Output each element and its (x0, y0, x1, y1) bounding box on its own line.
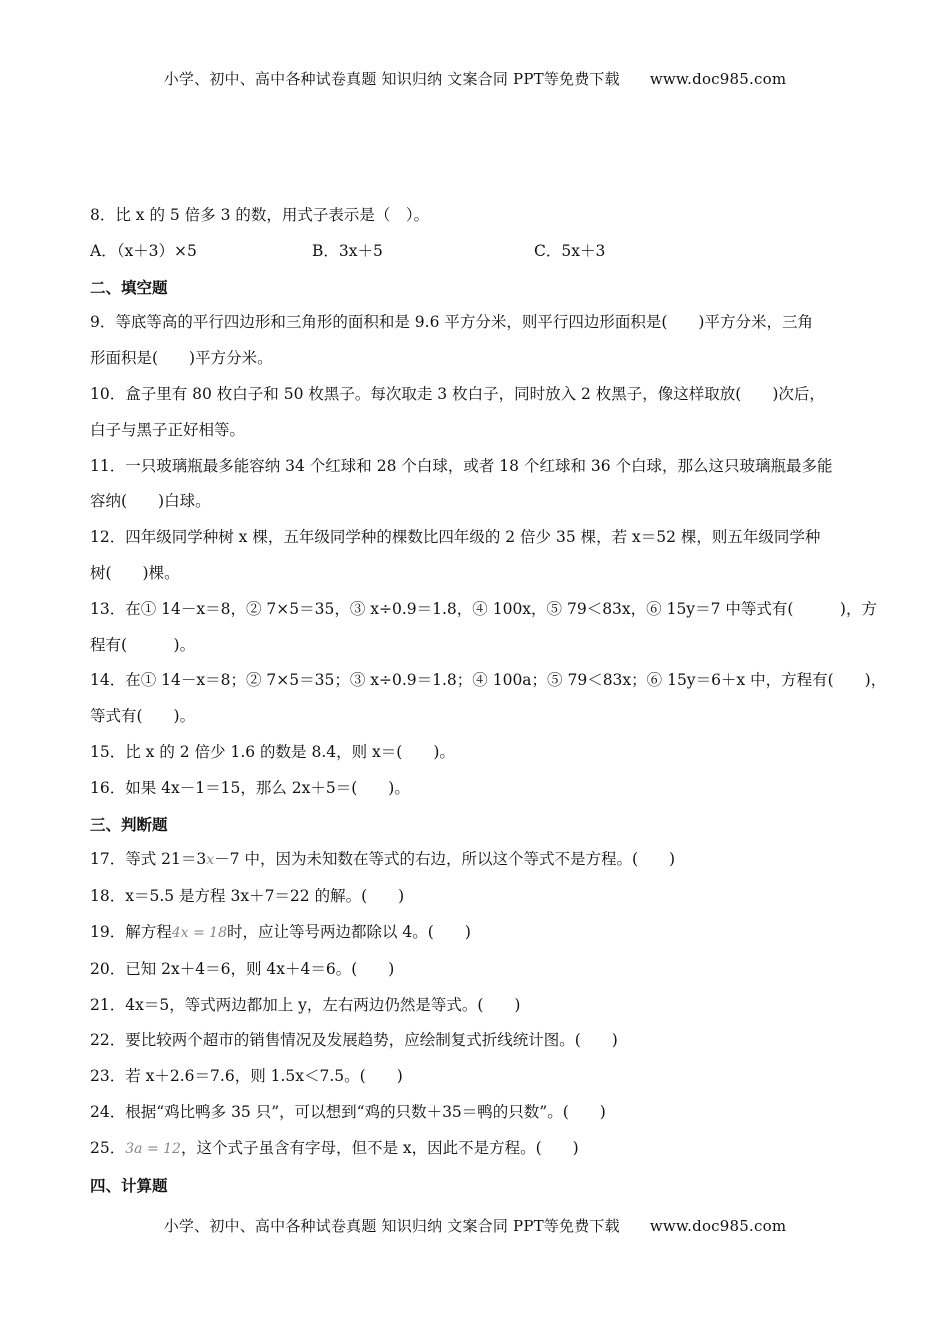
q17-math-image: x (206, 852, 215, 869)
question-8-options (90, 234, 870, 270)
question-19 (90, 915, 870, 952)
fill-line: 等式有( )。 (90, 707, 196, 726)
fill-line: 12．四年级同学种树 x 棵，五年级同学种的棵数比四年级的 2 倍少 35 棵，若 x＝52 棵，则五年级同学种 (90, 528, 821, 547)
section-fill-title: 二、填空题 (90, 277, 168, 297)
page-header (0, 68, 950, 89)
question-23: 23．若 x＋2.6＝7.6，则 1.5x＜7.5。( ) (90, 1067, 403, 1086)
section-calc-title: 四、计算题 (90, 1175, 168, 1195)
footer-text: 小学、初中、高中各种试卷真题 知识归纳 文案合同 PPT等免费下载 (163, 1217, 620, 1235)
footer-site: www.doc985.com (649, 1217, 787, 1235)
q19-math-image: 4x = 18 (171, 924, 227, 941)
question-8: 8．比 x 的 5 倍多 3 的数，用式子表示是（ ）。 (90, 206, 430, 224)
fill-line: 14．在① 14－x＝8；② 7×5＝35；③ x÷0.9＝1.8；④ 100a；⑤ 79＜83x；⑥ 15y＝6＋x 中，方程有( )， (90, 671, 887, 690)
fill-line: 程有( )。 (90, 635, 196, 654)
fill-line: 15．比 x 的 2 倍少 1.6 的数是 8.4，则 x＝( )。 (90, 742, 455, 761)
header-text: 小学、初中、高中各种试卷真题 知识归纳 文案合同 PPT等免费下载 (163, 70, 620, 88)
option-c: C．5x＋3 (534, 241, 606, 260)
q17-text-a: 17．等式 21＝3 (90, 850, 207, 869)
option-b: B．3x＋5 (312, 241, 383, 260)
page-footer (0, 1215, 950, 1236)
q25-math-image: 3a = 12 (125, 1140, 181, 1157)
q25-text-b: ，这个式子虽含有字母，但不是 x，因此不是方程。( ) (180, 1138, 579, 1157)
fill-line: 树( )棵。 (90, 563, 180, 582)
exam-content (90, 198, 887, 1203)
q19-text-a: 19．解方程 (90, 922, 172, 941)
option-a: A．（x＋3）×5 (90, 241, 197, 260)
question-24: 24．根据“鸡比鸭多 35 只”，可以想到“鸡的只数＋35＝鸭的只数”。( ) (90, 1102, 606, 1121)
header-site: www.doc985.com (649, 70, 787, 88)
fill-line: 容纳( )白球。 (90, 492, 211, 511)
question-20: 20．已知 2x＋4＝6，则 4x＋4＝6。( ) (90, 959, 395, 978)
q19-text-b: 时，应让等号两边都除以 4。( ) (226, 922, 471, 941)
fill-line: 13．在① 14－x＝8，② 7×5＝35，③ x÷0.9＝1.8，④ 100x，⑤ 79＜83x，⑥ 15y＝7 中等式有( )，方 (90, 599, 877, 618)
section-judge-title: 三、判断题 (90, 814, 168, 834)
question-18: 18．x＝5.5 是方程 3x＋7＝22 的解。( ) (90, 887, 405, 906)
fill-line: 9．等底等高的平行四边形和三角形的面积和是 9.6 平方分米，则平行四边形面积是( )平方分米，三角 (90, 313, 813, 332)
q25-text-a: 25． (90, 1138, 126, 1157)
question-22: 22．要比较两个超市的销售情况及发展趋势，应绘制复式折线统计图。( ) (90, 1031, 618, 1050)
q17-text-b: －7 中，因为未知数在等式的右边，所以这个等式不是方程。( ) (214, 850, 676, 869)
fill-line: 形面积是( )平方分米。 (90, 349, 273, 368)
question-25 (90, 1131, 870, 1168)
fill-line: 11．一只玻璃瓶最多能容纳 34 个红球和 28 个白球，或者 18 个红球和 36 个白球，那么这只玻璃瓶最多能 (90, 456, 833, 475)
fill-line: 16．如果 4x－1＝15，那么 2x＋5＝( )。 (90, 778, 410, 797)
question-17 (90, 842, 870, 879)
fill-line: 10．盒子里有 80 枚白子和 50 枚黑子。每次取走 3 枚白子，同时放入 2 枚黑子，像这样取放( )次后， (90, 384, 825, 403)
fill-line: 白子与黑子正好相等。 (90, 420, 246, 439)
question-21: 21．4x＝5，等式两边都加上 y，左右两边仍然是等式。( ) (90, 995, 521, 1014)
